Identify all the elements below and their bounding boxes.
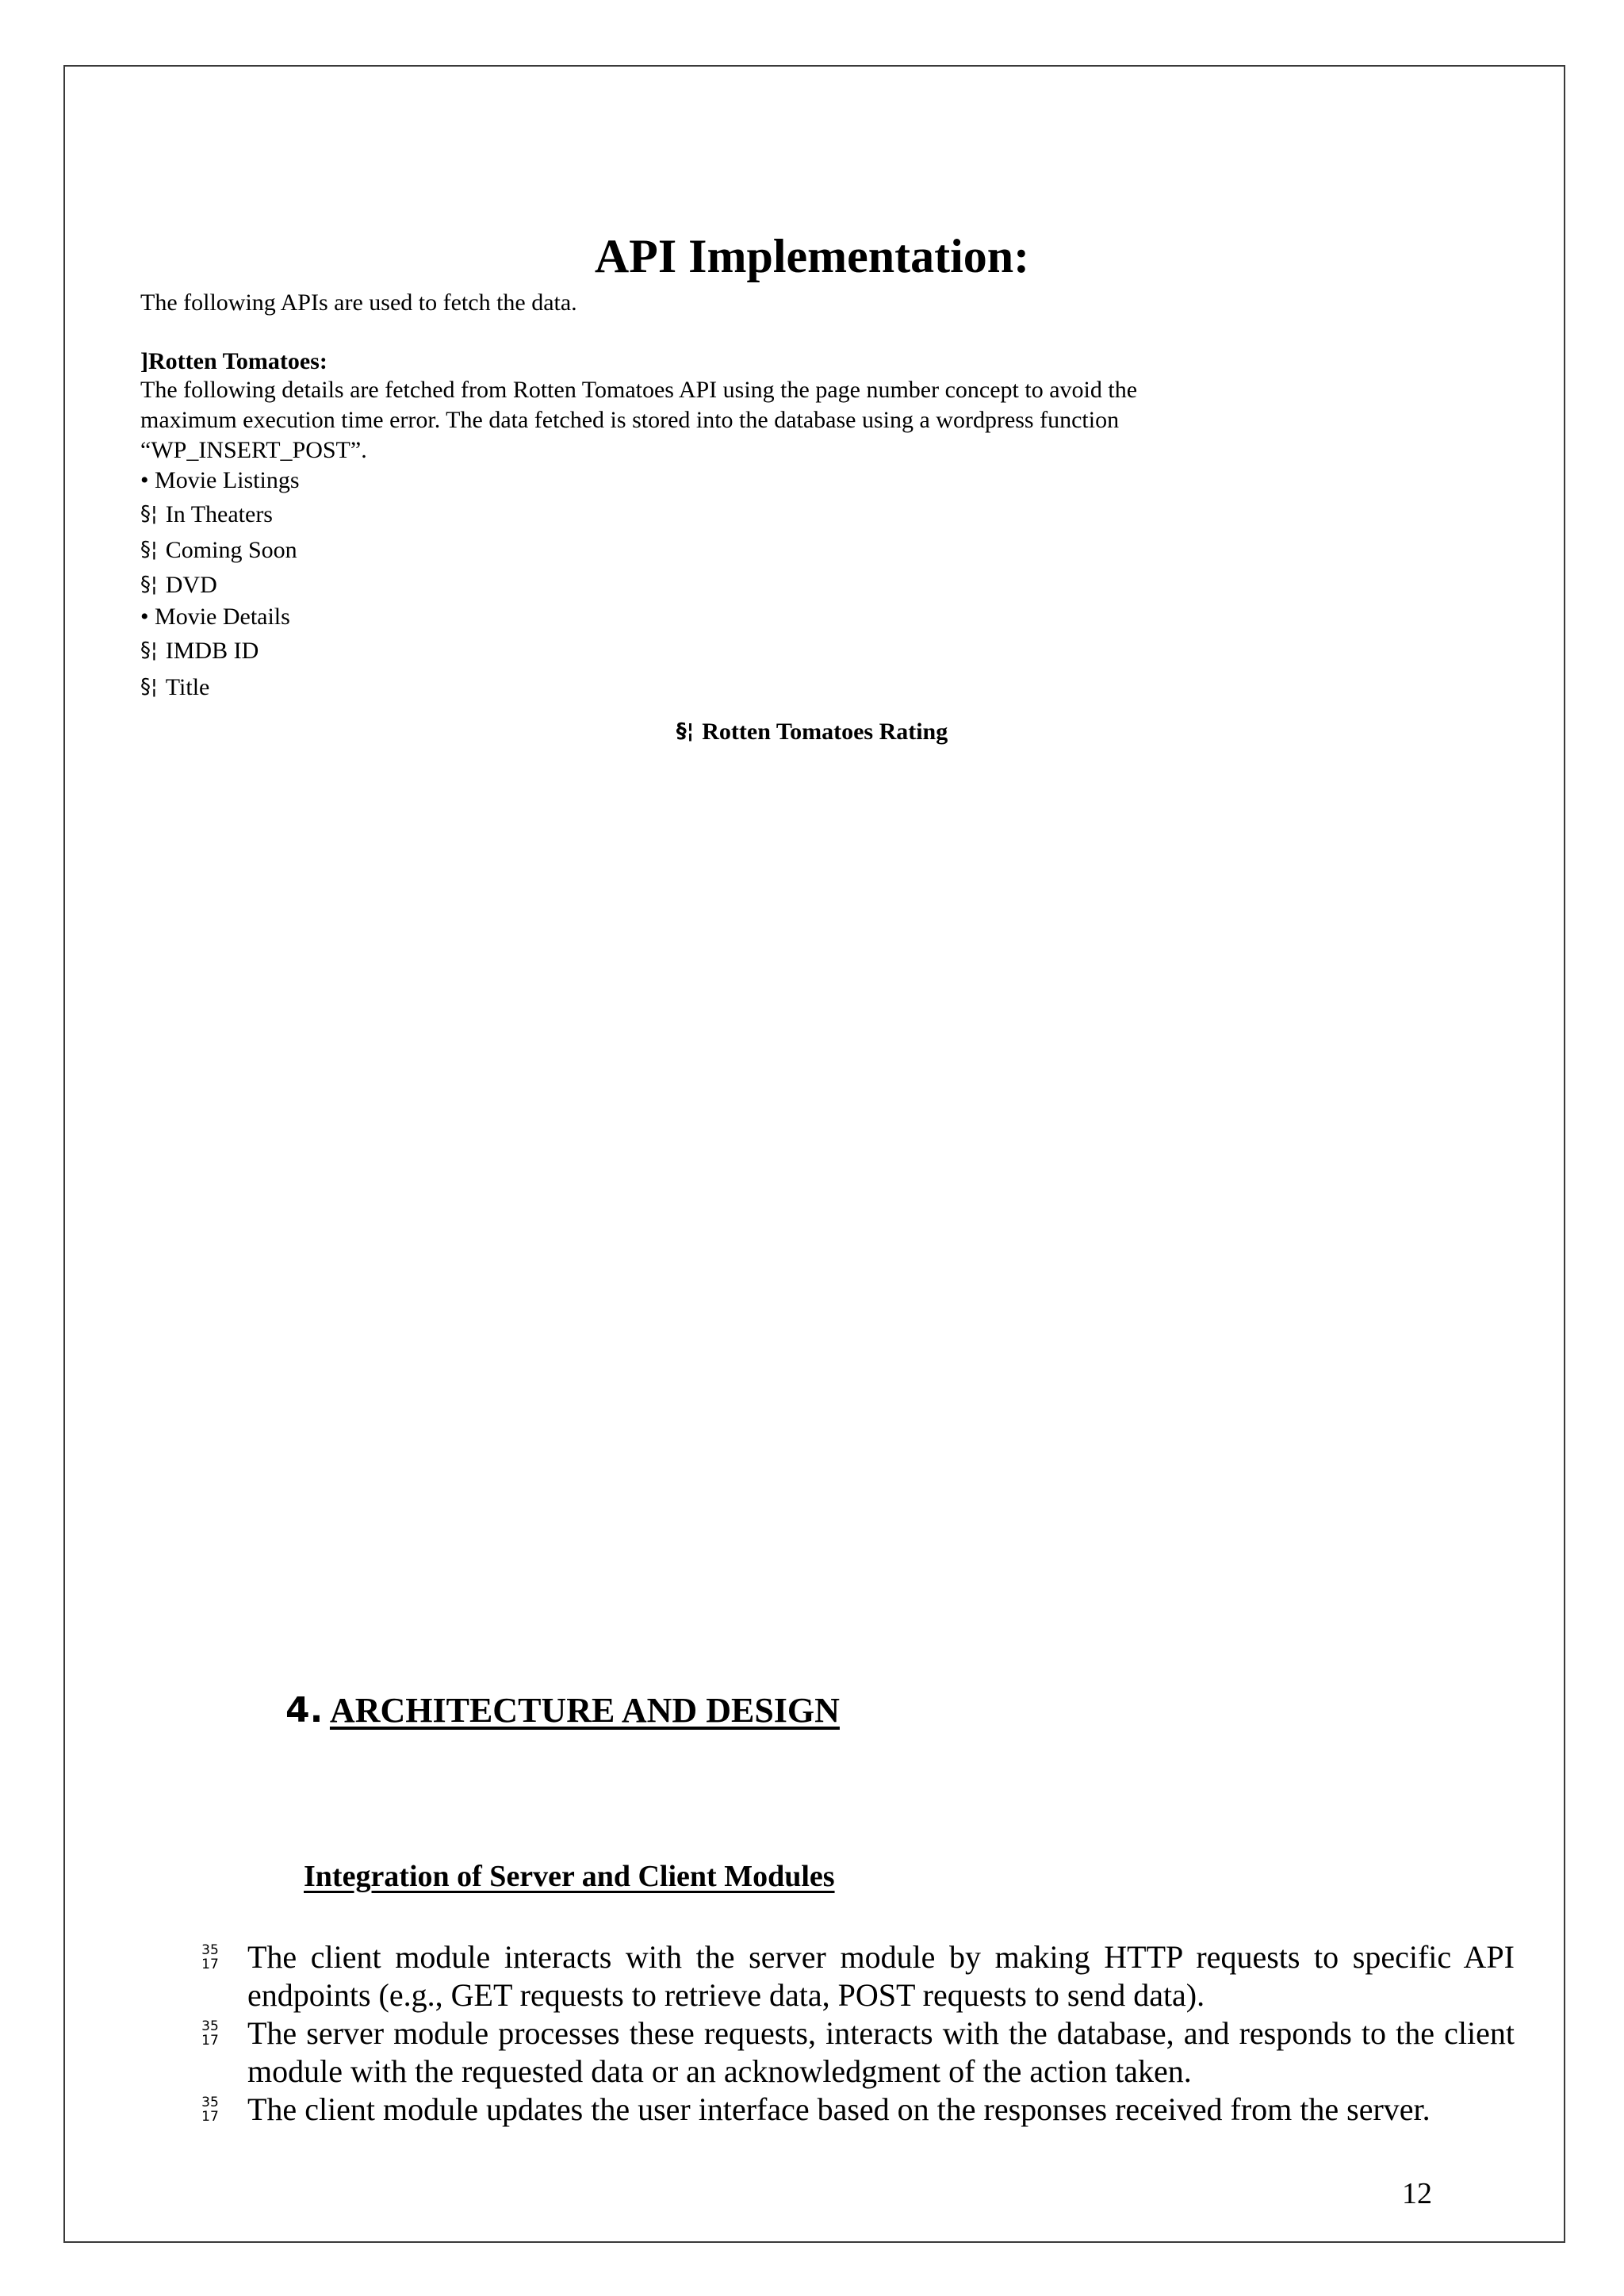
section-mark-icon: §¦ — [140, 573, 158, 596]
bullet-marker-top: 35 — [201, 1942, 219, 1958]
section-mark-icon: §¦ — [140, 538, 158, 562]
section-heading: ]Rotten Tomatoes: — [140, 348, 327, 374]
list-subitem — [140, 500, 273, 529]
chapter-title: ARCHITECTURE AND DESIGN — [329, 1691, 840, 1730]
list-subitem-label: Title — [165, 674, 210, 700]
list-subitem-label: DVD — [165, 572, 217, 598]
section-mark-icon: §¦ — [676, 719, 695, 743]
page-number: 12 — [1402, 2177, 1432, 2210]
bullet-marker-top: 35 — [201, 2095, 219, 2110]
list-subitem-label: Rotten Tomatoes Rating — [702, 719, 948, 745]
paragraph-line: maximum execution time error. The data fetched is stored into the database using a wordpress function — [140, 407, 1120, 433]
bullet-marker-bottom: 17 — [201, 1957, 219, 1972]
chapter-heading — [285, 1689, 840, 1732]
section-mark-icon: §¦ — [140, 638, 158, 662]
bullet-glyph: • — [140, 604, 149, 630]
bullet-text: The client module updates the user interface based on the responses received from the server. — [247, 2091, 1431, 2127]
chapter-number: 4. — [285, 1690, 324, 1731]
bullet-item — [198, 2014, 1515, 2091]
bullet-glyph: • — [140, 467, 149, 493]
bullet-marker-bottom: 17 — [201, 2109, 219, 2125]
bullet-marker — [198, 2019, 222, 2048]
bullet-list — [198, 1938, 1515, 2129]
page-title: API Implementation: — [594, 230, 1030, 282]
list-subitem — [140, 570, 217, 600]
bullet-marker-bottom: 17 — [201, 2033, 219, 2049]
list-subitem — [140, 636, 259, 665]
list-item — [140, 466, 300, 495]
bullet-marker-top: 35 — [201, 2018, 219, 2034]
list-item — [140, 603, 290, 631]
list-subitem-label: In Theaters — [165, 501, 273, 527]
list-item-label: Movie Details — [155, 604, 290, 630]
intro-text: The following APIs are used to fetch the data. — [140, 289, 577, 316]
list-subitem — [140, 535, 297, 565]
bullet-text: The server module processes these requests, interacts with the database, and responds to the client module with the requested data or an acknowledgment of the action taken. — [247, 2015, 1515, 2089]
paragraph-line: “WP_INSERT_POST”. — [140, 437, 367, 463]
bullet-marker — [198, 1943, 222, 1972]
list-item-label: Movie Listings — [155, 467, 300, 493]
list-subitem-label: IMDB ID — [165, 638, 259, 664]
bullet-item — [198, 1938, 1515, 2014]
paragraph-line: The following details are fetched from Rotten Tomatoes API using the page number concept to avoid the — [140, 377, 1138, 403]
section-mark-icon: §¦ — [140, 675, 158, 699]
list-subitem-label: Coming Soon — [165, 537, 297, 563]
section-mark-icon: §¦ — [140, 502, 158, 526]
list-subitem — [140, 673, 209, 702]
subsection-heading: Integration of Server and Client Modules — [304, 1860, 835, 1893]
bullet-item — [198, 2091, 1515, 2129]
bullet-marker — [198, 2095, 222, 2124]
centered-list-item — [0, 717, 1624, 746]
bullet-text: The client module interacts with the server module by making HTTP requests to specific API endpoints (e.g., GET requests to retrieve data, POST requests to send data). — [247, 1939, 1515, 2013]
